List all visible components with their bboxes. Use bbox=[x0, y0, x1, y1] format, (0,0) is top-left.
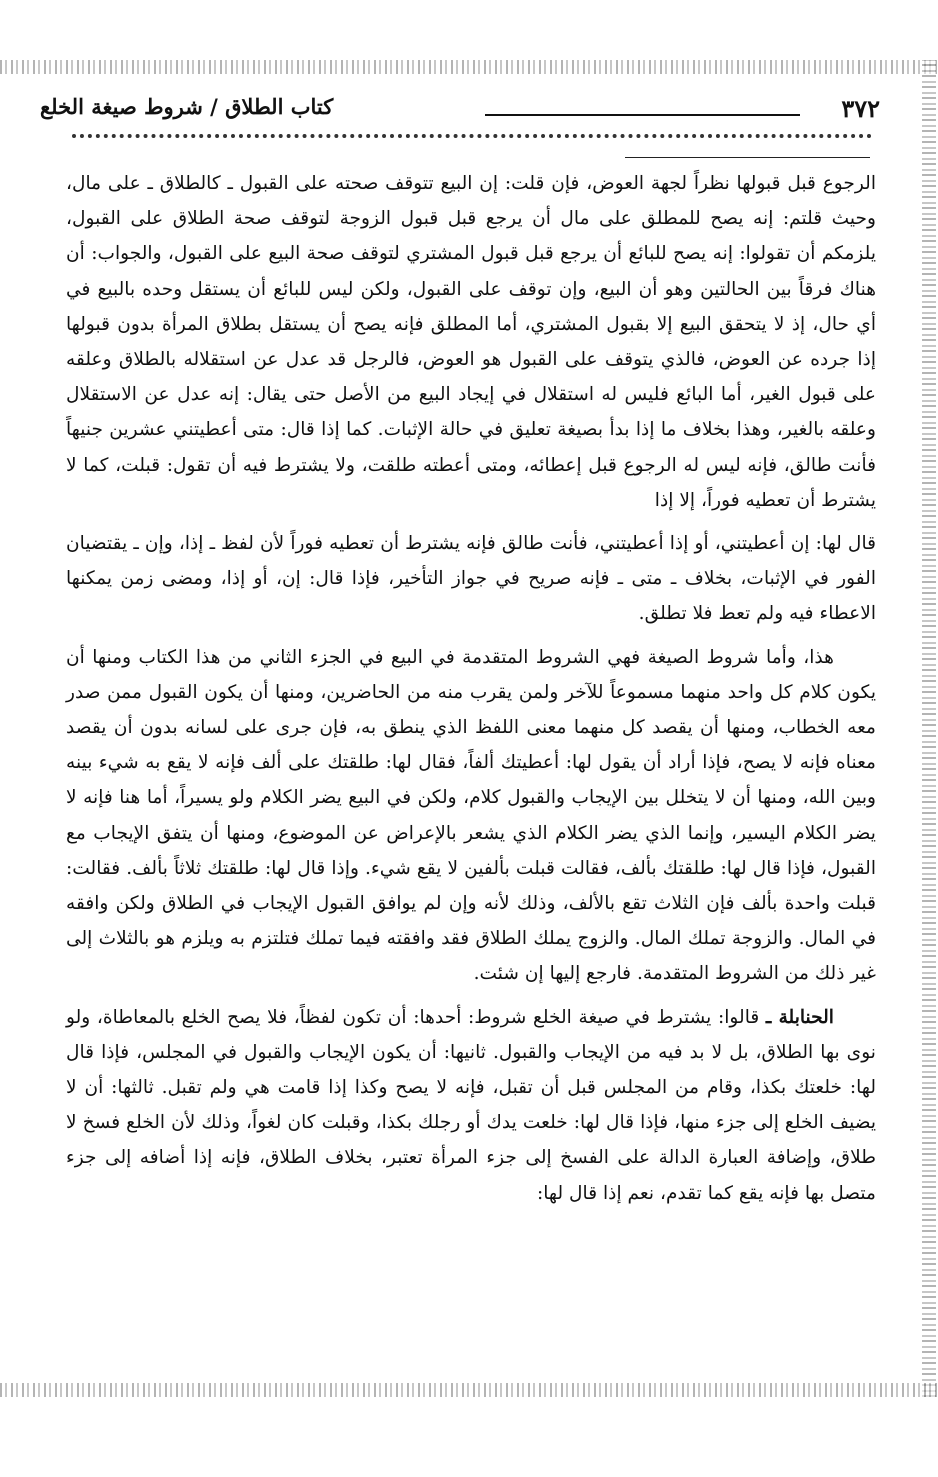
continuation-rule bbox=[625, 157, 870, 158]
paragraph-2-text: قال لها: إن أعطيتني، أو إذا أعطيتني، فأنت طالق فإنه يشترط أن تعطيه فوراً لأن لفظ ـ إذا، وإن ـ يقتضيان الفور في الإثبات، بخلاف ـ متى ـ فإنه صريح في جواز التأخير، فإذا قال: إن، أو إذا، ومضى زمن يمكنها الاعطاء فيه ولم تعط فلا تطلق. bbox=[66, 533, 876, 625]
decorative-border-right bbox=[922, 60, 936, 1397]
paragraph-4 bbox=[66, 1000, 876, 1211]
paragraph-3 bbox=[66, 640, 876, 992]
paragraph-1-text: الرجوع قبل قبولها نظراً لجهة العوض، فإن قلت: إن البيع تتوقف صحته على القبول ـ كالطلاق ـ على مال، وحيث قلتم: إنه يصح للمطلق على مال أن يرجع قبل قبول الزوجة لتوقف صحة الطلاق على القبول، يلزمكم أن تقولوا: إنه يصح للبائع أن يرجع قبل قبول المشتري لتوقف صحة البيع على القبول، والجواب: أن هناك فرقاً بين الحالتين وهو أن البيع، وإن توقف على القبول، ولكن ليس للبائع أن يستقل وحده بالبيع في أي حال، إذ لا يتحقق البيع إلا بقبول المشتري، أما المطلق فإنه يصح أن يستقل بطلاق المرأة بدون قبولها إذا جرده عن العوض، فالذي يتوقف على القبول هو العوض، فالرجل قد عدل عن استقلاله بالطلاق وعلقه على قبول الغير، أما البائع فليس له استقلال في إيجاد البيع من الأصل حتى يقال: إنه عدل عن الاستقلال وعلقه بالغير، وهذا بخلاف ما إذا بدأ بصيغة تعليق في حالة الإثبات. كما إذا قال: متى أعطيتني عشرين جنيهاً فأنت طالق، فإنه ليس له الرجوع قبل إعطائه، ومتى أعطته طلقت، ولا يشترط فيه أن تقول: قبلت، كما لا يشترط أن تعطيه فوراً، إلا إذا bbox=[66, 173, 876, 511]
dotted-separator bbox=[72, 134, 872, 150]
paragraph-1 bbox=[66, 166, 876, 518]
paragraph-2 bbox=[66, 526, 876, 632]
paragraph-4-lead: الحنابلة ـ bbox=[765, 1006, 834, 1028]
decorative-border-bottom bbox=[0, 1383, 938, 1397]
running-title: كتاب الطلاق / شروط صيغة الخلع bbox=[40, 94, 334, 119]
page-number: ٣٧٢ bbox=[841, 94, 880, 123]
decorative-border-top bbox=[0, 60, 938, 74]
header-rule bbox=[485, 114, 800, 116]
paragraph-4-text: قالوا: يشترط في صيغة الخلع شروط: أحدها: أن تكون لفظاً، فلا يصح الخلع بالمعاطاة، ولو نوى بها الطلاق، بل لا بد فيه من الإيجاب والقبول. ثانيها: أن يكون الإيجاب والقبول في المجلس، فإذا قال لها: خلعتك بكذا، وقام من المجلس قبل أن تقبل، فإنه لا يصح وكذا إذا قامت هي ولم تقبل. ثالثها: أن لا يضيف الخلع إلى جزء منها، فإذا قال لها: خلعت يدك أو رجلك بكذا، وقبلت كان لغواً، وذلك لأن الخلع فسخ لا طلاق، وإضافة العبارة الدالة على الفسخ إلى جزء المرأة تعتبر، بخلاف الطلاق، فإنه إذا أضافه إلى جزء متصل بها فإنه يقع كما تقدم، نعم إذا قال لها: bbox=[66, 1006, 876, 1204]
paragraph-3-text: هذا، وأما شروط الصيغة فهي الشروط المتقدمة في البيع في الجزء الثاني من هذا الكتاب ومنها أن يكون كلام كل واحد منهما مسموعاً للآخر ولمن يقرب منه من الحاضرين، ومنها أن يكون القبول ممن صدر معه الخطاب، ومنها أن يقصد كل منهما معنى اللفظ الذي ينطق به، فإن جرى على لسانه بدون أن يقصد معناه فإنه لا يصح، فإذا أراد أن يقول لها: أعطيتك ألفاً، فقال لها: طلقتك على ألف فإنه لا يقع به شيء بينه وبين الله، ومنها أن لا يتخلل بين الإيجاب والقبول كلام، ولكن في البيع يضر الكلام ولو يسيراً، أما هنا فإنه لا يضر الكلام اليسير، وإنما الذي يضر الكلام الذي يشعر بالإعراض عن الموضوع، ومنها أن يتفق الإيجاب مع القبول، فإذا قال لها: طلقتك بألف، فقالت قبلت بألفين لا يقع شيء. وإذا قال لها: طلقتك ثلاثاً بألف. فقالت: قبلت واحدة بألف فإن الثلاث تقع بالألف، وذلك لأنه وإن لم يوافق القبول الإيجاب في الطلاق ولكن وافقه في المال. والزوجة تملك المال. والزوج يملك الطلاق فقد وافقته فيما تملك فتلتزم به ويلزم هو بالثلاث إلى غير ذلك من الشروط المتقدمة. فارجع إليها إن شئت. bbox=[66, 646, 876, 985]
body-text bbox=[66, 166, 876, 1211]
page-header bbox=[40, 94, 880, 134]
